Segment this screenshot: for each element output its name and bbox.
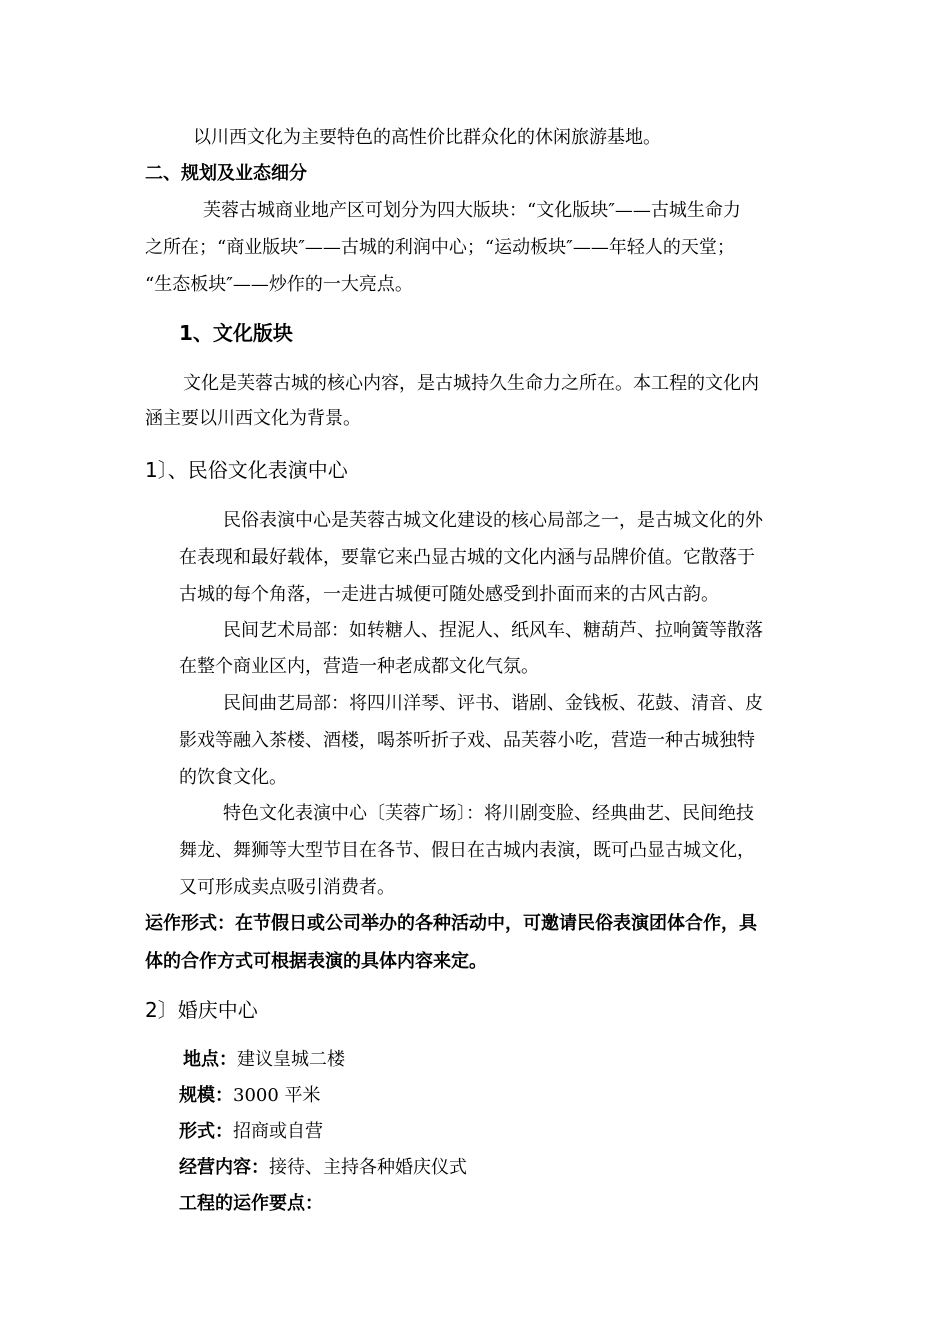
item-2-title: 2〕婚庆中心 xyxy=(145,998,258,1022)
folk-art-para-line: 民间艺术局部：如转糖人、捏泥人、纸风车、糖葫芦、拉响簧等散落 xyxy=(223,620,763,641)
subsection-1-para-line: 涵主要以川西文化为背景。 xyxy=(145,408,361,429)
folk-opera-para-line: 影戏等融入茶楼、酒楼，喝茶听折子戏、品芙蓉小吃，营造一种古城独特 xyxy=(179,730,755,751)
location-field xyxy=(183,1049,345,1071)
scale-field xyxy=(179,1085,321,1107)
form-field xyxy=(179,1121,323,1143)
feature-show-para-line: 舞龙、舞狮等大型节目在各节、假日在古城内表演，既可凸显古城文化， xyxy=(179,840,755,861)
item-1-title: 1〕、民俗文化表演中心 xyxy=(145,458,348,482)
scale-value: 3000 平米 xyxy=(233,1085,321,1106)
location-label: 地点： xyxy=(183,1049,237,1070)
item-1-para-line: 民俗表演中心是芙蓉古城文化建设的核心局部之一，是古城文化的外 xyxy=(223,510,763,531)
section-2-para-line: “生态板块″——炒作的一大亮点。 xyxy=(145,274,413,295)
business-value: 接待、主持各种婚庆仪式 xyxy=(269,1157,467,1178)
form-value: 招商或自营 xyxy=(233,1121,323,1142)
folk-opera-para-line: 的饮食文化。 xyxy=(179,767,287,788)
section-2-para-line: 芙蓉古城商业地产区可划分为四大版块：“文化版块″——古城生命力 xyxy=(203,200,741,221)
business-field xyxy=(179,1157,467,1179)
feature-show-para-line: 又可形成卖点吸引消费者。 xyxy=(179,877,395,898)
scale-label: 规模： xyxy=(179,1085,233,1106)
section-2-para-line: 之所在；“商业版块″——古城的利润中心；“运动板块″——年轻人的天堂； xyxy=(145,237,735,258)
operation-line: 体的合作方式可根据表演的具体内容来定。 xyxy=(145,951,487,972)
folk-art-para-line: 在整个商业区内，营造一种老成都文化气氛。 xyxy=(179,656,539,677)
item-1-para-line: 在表现和最好载体，要靠它来凸显古城的文化内涵与品牌价值。它散落于 xyxy=(179,547,755,568)
subsection-1-title: 1、文化版块 xyxy=(179,321,293,345)
feature-show-para-line: 特色文化表演中心〔芙蓉广场〕：将川剧变脸、经典曲艺、民间绝技 xyxy=(223,803,754,824)
key-points-label: 工程的运作要点： xyxy=(179,1193,323,1214)
business-label: 经营内容： xyxy=(179,1157,269,1178)
item-1-para-line: 古城的每个角落，一走进古城便可随处感受到扑面而来的古风古韵。 xyxy=(179,584,719,605)
operation-line: 运作形式：在节假日或公司举办的各种活动中，可邀请民俗表演团体合作，具 xyxy=(145,913,757,934)
intro-tail-line: 以川西文化为主要特色的高性价比群众化的休闲旅游基地。 xyxy=(193,127,661,148)
subsection-1-para-line: 文化是芙蓉古城的核心内容，是古城持久生命力之所在。本工程的文化内 xyxy=(183,373,759,394)
folk-opera-para-line: 民间曲艺局部：将四川洋琴、评书、谐剧、金钱板、花鼓、清音、皮 xyxy=(223,693,763,714)
form-label: 形式： xyxy=(179,1121,233,1142)
location-value: 建议皇城二楼 xyxy=(237,1049,345,1070)
section-2-title: 二、规划及业态细分 xyxy=(145,163,307,184)
